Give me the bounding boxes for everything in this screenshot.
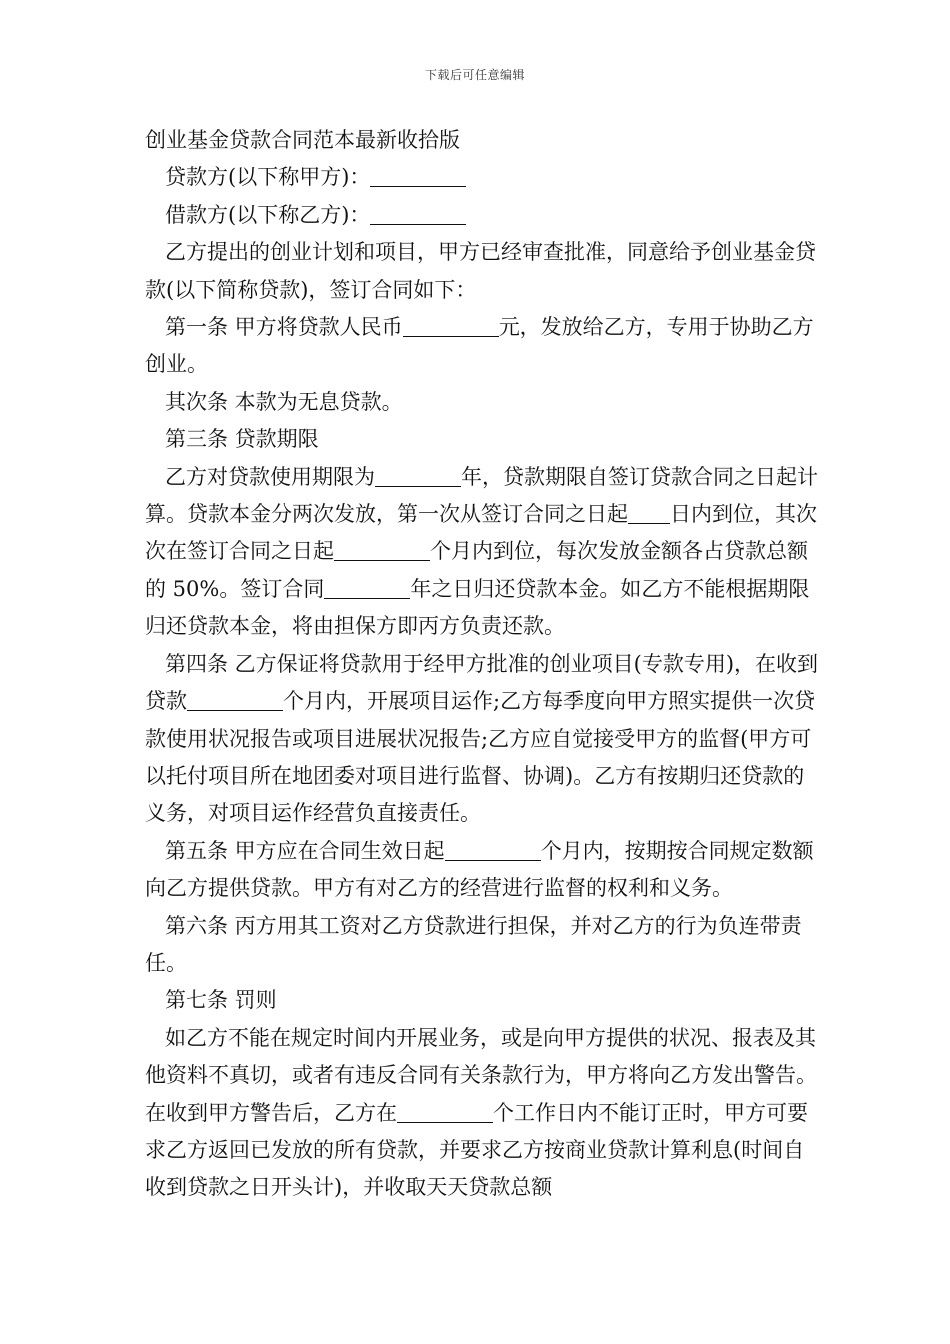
- article-3-title: [145, 421, 825, 458]
- article-3-text-d: 个月内到位，每次发放金额各占贷款总额的 50%。签订合同: [145, 539, 808, 601]
- contract-body: [145, 122, 825, 1207]
- borrower-line: [145, 197, 825, 234]
- article-7-title: [145, 982, 825, 1019]
- document-title: 创业基金贷款合同范本最新收拾版: [145, 128, 460, 152]
- article-7-text-a: 如乙方不能在规定时间内开展业务，或是向甲方提供的状况、报表及其他资料不真切，或者有违反合同有关条款行为，甲方将向乙方发出警告。在收到甲方警告后，乙方在: [145, 1025, 817, 1125]
- page-header: 下载后可任意编辑: [424, 68, 525, 82]
- borrower-blank: [370, 203, 466, 225]
- article-2: [145, 384, 825, 421]
- project-start-months-blank: [187, 689, 283, 711]
- lender-label: 贷款方(以下称甲方)：: [165, 165, 371, 190]
- intro-paragraph: [145, 234, 825, 309]
- article-5-text-b: 个月内，按期按合同规定数额向乙方提供贷款。甲方有对乙方的经营进行监督的权利和义务。: [145, 838, 814, 901]
- article-3-text-b: 年，贷款期限自签订贷款合同之日起计算。贷款本金分两次发放，第一次从签订合同之日起: [145, 464, 818, 527]
- term-years-blank: [375, 465, 461, 487]
- article-6: [145, 908, 825, 983]
- article-5-text-a: 第五条 甲方应在合同生效日起: [165, 838, 445, 863]
- repay-years-blank: [324, 577, 410, 599]
- article-3: [145, 459, 825, 646]
- article-7-title-text: 第七条 罚则: [165, 988, 277, 1013]
- article-1: [145, 309, 825, 384]
- article-6-text: 第六条 丙方用其工资对乙方贷款进行担保，并对乙方的行为负连带责任。: [145, 913, 802, 975]
- second-release-months-blank: [334, 539, 430, 561]
- article-4-text-a: 第四条 乙方保证将贷款用于经甲方批准的创业项目(专款专用)，在收到贷款: [145, 651, 819, 714]
- article-4: [145, 646, 825, 833]
- loan-provide-months-blank: [445, 839, 541, 861]
- article-3-text-a: 乙方对贷款使用期限为: [165, 464, 375, 489]
- article-2-text: 其次条 本款为无息贷款。: [165, 389, 403, 414]
- intro-text: 乙方提出的创业计划和项目，甲方已经审查批准，同意给予创业基金贷款(以下简称贷款)，签订合同如下：: [145, 240, 816, 302]
- article-3-title-text: 第三条 贷款期限: [165, 427, 319, 452]
- article-1-text-a: 第一条 甲方将贷款人民币: [165, 315, 403, 340]
- borrower-label: 借款方(以下称乙方)：: [165, 202, 371, 227]
- first-release-days-blank: [628, 502, 670, 524]
- article-4-text-b: 个月内，开展项目运作;乙方每季度向甲方照实提供一次贷款使用状况报告或项目进展状况报告;乙方应自觉接受甲方的监督(甲方可以托付项目所在地团委对项目进行监督、协调)。乙方有按期归还贷款的义务，对项目运作经营负直接责任。: [145, 689, 816, 826]
- loan-amount-blank: [403, 315, 499, 337]
- article-1-text-b: 元，发放给乙方，专用于协助乙方创业。: [145, 315, 814, 377]
- correction-days-blank: [397, 1101, 493, 1123]
- article-7: [145, 1020, 825, 1207]
- lender-blank: [370, 165, 466, 187]
- article-7-text-b: 个工作日内不能订正时，甲方可要求乙方返回已发放的所有贷款，并要求乙方按商业贷款计算利息(时间自收到贷款之日开头计)，并收取天天贷款总额: [145, 1100, 808, 1200]
- lender-line: [145, 159, 825, 196]
- article-5: [145, 833, 825, 908]
- article-3-text-e: 年之日归还贷款本金。如乙方不能根据期限归还贷款本金，将由担保方即丙方负责还款。: [145, 576, 810, 639]
- article-3-text-c: 日内到位，其次次在签订合同之日起: [145, 502, 817, 564]
